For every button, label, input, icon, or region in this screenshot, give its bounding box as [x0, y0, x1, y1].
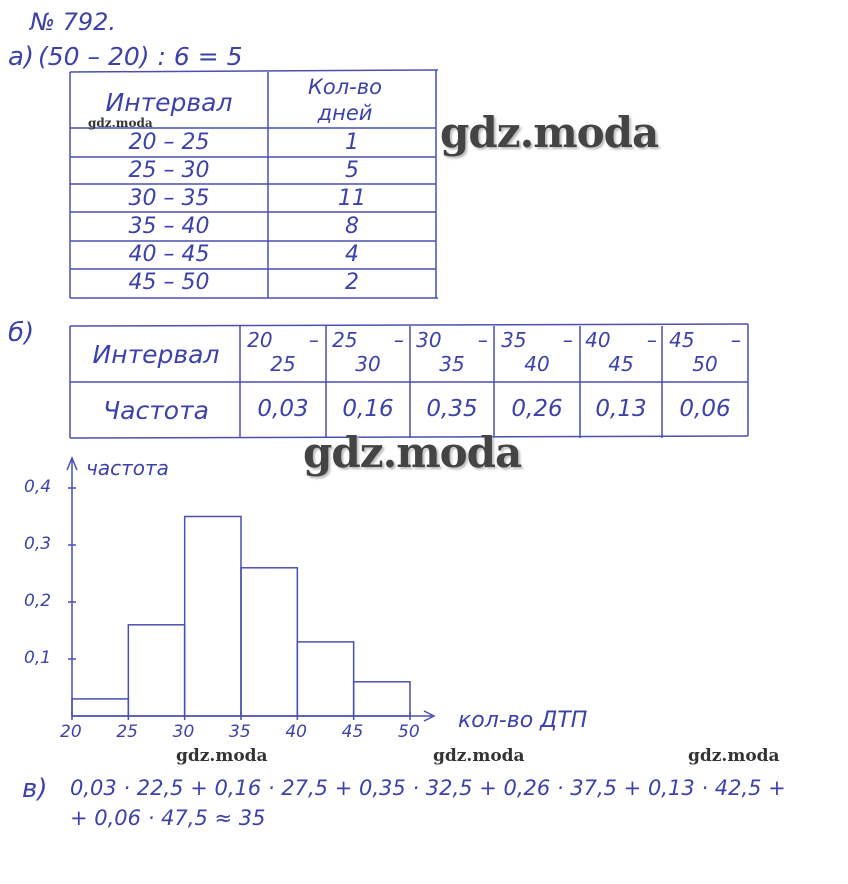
table-a-days-cell: 8	[345, 214, 359, 239]
histogram-bar	[72, 699, 128, 716]
table-b-interval-cell: 45 – 50	[669, 328, 741, 376]
x-axis-label: кол-во ДТП	[458, 708, 588, 733]
x-tick-label: 25	[116, 722, 138, 742]
histogram-bar	[354, 682, 410, 716]
y-axis-label: частота	[86, 456, 169, 480]
table-b-interval-cell: 20 – 25	[247, 328, 319, 376]
part-b-label: б)	[8, 318, 35, 348]
table-b-frequency-cell: 0,26	[511, 396, 563, 422]
table-b-interval-cell: 40 – 45	[585, 328, 657, 376]
histogram-bar	[185, 517, 241, 717]
histogram-bar	[128, 625, 184, 716]
watermark-logo: gdz.moda	[303, 428, 522, 477]
table-a-interval-cell: 45 – 50	[128, 270, 210, 295]
x-tick-label: 50	[398, 722, 420, 742]
part-c-line2: + 0,06 · 47,5 ≈ 35	[70, 806, 266, 830]
table-b-label-frequency: Частота	[103, 396, 209, 425]
y-tick-label: 0,2	[24, 591, 52, 611]
table-b-label-interval: Интервал	[92, 340, 220, 369]
table-a-days-cell: 11	[338, 186, 366, 211]
part-a-label: а)	[8, 42, 35, 72]
x-tick-label: 45	[341, 722, 364, 742]
table-a-days-cell: 4	[345, 242, 359, 267]
table-b-frequency-cell: 0,13	[595, 396, 647, 422]
x-tick-label: 30	[172, 722, 195, 742]
watermark-logo: gdz.moda	[88, 116, 153, 130]
table-a-interval-cell: 25 – 30	[128, 158, 210, 183]
table-a-days-cell: 2	[345, 270, 359, 295]
histogram-bar	[297, 642, 353, 716]
x-tick-label: 20	[60, 722, 82, 742]
table-b-frequency-cell: 0,16	[342, 396, 394, 422]
table-b-frequency-cell: 0,06	[679, 396, 731, 422]
histogram-bar	[241, 568, 297, 716]
watermark-logo: gdz.moda	[688, 746, 780, 766]
table-a-interval-cell: 35 – 40	[128, 214, 210, 239]
part-a-formula: (50 – 20) : 6 = 5	[38, 42, 243, 71]
table-a-days-cell: 1	[345, 130, 359, 155]
table-a-interval-cell: 40 – 45	[128, 242, 210, 267]
part-c-line1: 0,03 · 22,5 + 0,16 · 27,5 + 0,35 · 32,5 + 0,26 · 37,5 + 0,13 · 42,5 +	[70, 776, 786, 800]
table-b-interval-cell: 30 – 35	[416, 328, 488, 376]
table-a-interval-cell: 30 – 35	[128, 186, 210, 211]
y-tick-label: 0,3	[24, 534, 52, 554]
table-a-days-cell: 5	[345, 158, 359, 183]
watermark-logo: gdz.moda	[433, 746, 525, 766]
y-axis-arrow	[67, 458, 77, 470]
problem-number: № 792.	[30, 8, 117, 36]
watermark-logo: gdz.moda	[440, 108, 659, 157]
part-c-label: в)	[22, 774, 48, 804]
table-b-frequency-cell: 0,03	[257, 396, 309, 422]
y-tick-label: 0,1	[24, 648, 52, 668]
table-a-interval-cell: 20 – 25	[128, 130, 210, 155]
table-a-header-days: Кол-во дней	[308, 75, 382, 125]
y-tick-label: 0,4	[24, 477, 52, 497]
watermark-logo: gdz.moda	[176, 746, 268, 766]
table-b-interval-cell: 35 – 40	[501, 328, 573, 376]
table-b-interval-cell: 25 – 30	[332, 328, 404, 376]
x-tick-label: 40	[285, 722, 307, 742]
x-tick-label: 35	[229, 722, 251, 742]
x-axis-arrow	[424, 711, 434, 721]
table-b-frequency-cell: 0,35	[426, 396, 478, 422]
table-a-header-interval: Интервал	[105, 88, 233, 117]
